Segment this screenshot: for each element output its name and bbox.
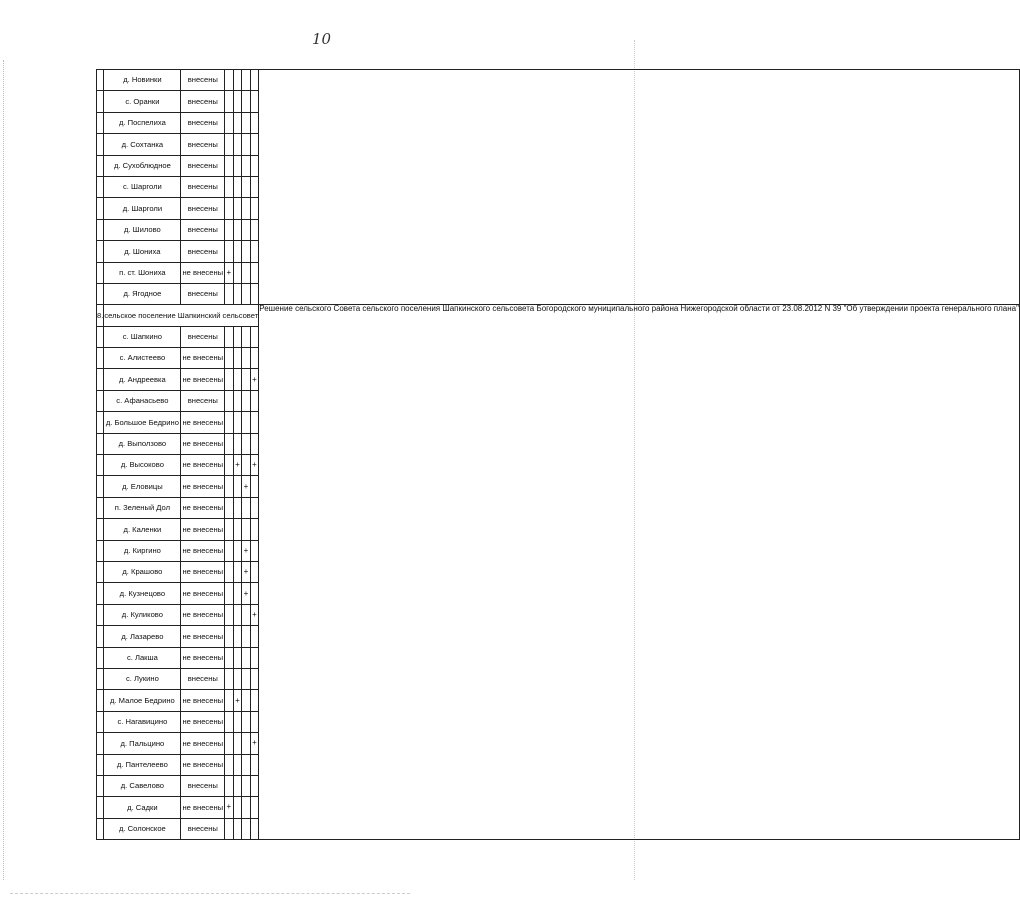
mark-cell <box>250 241 259 262</box>
row-number-cell <box>97 326 104 347</box>
locality-name: д. Шарголи <box>104 198 181 219</box>
mark-cell <box>242 176 251 197</box>
mark-cell <box>225 775 234 796</box>
row-number-cell <box>97 604 104 625</box>
row-number-cell <box>97 390 104 411</box>
mark-cell <box>250 176 259 197</box>
mark-cell <box>225 455 234 476</box>
row-number-cell <box>97 711 104 732</box>
locality-name: д. Солонское <box>104 818 181 839</box>
plus-mark: + <box>235 460 240 470</box>
row-number-cell <box>97 112 104 133</box>
row-number-cell <box>97 476 104 497</box>
plus-mark: + <box>252 609 257 619</box>
locality-name: д. Поспелиха <box>104 112 181 133</box>
changes-status: внесены <box>181 818 225 839</box>
row-number-cell <box>97 198 104 219</box>
mark-cell <box>242 647 251 668</box>
mark-cell <box>233 626 242 647</box>
mark-cell <box>250 369 259 390</box>
mark-cell <box>233 433 242 454</box>
row-number-cell <box>97 369 104 390</box>
mark-cell <box>233 561 242 582</box>
mark-cell <box>225 369 234 390</box>
mark-cell <box>250 818 259 839</box>
mark-cell <box>242 198 251 219</box>
mark-cell <box>233 519 242 540</box>
mark-cell <box>233 326 242 347</box>
mark-cell <box>225 348 234 369</box>
locality-name: д. Андреевка <box>104 369 181 390</box>
row-number-cell <box>97 155 104 176</box>
row-number-cell <box>97 690 104 711</box>
table-row <box>97 70 1020 91</box>
mark-cell <box>225 561 234 582</box>
changes-status: внесены <box>181 775 225 796</box>
mark-cell <box>242 583 251 604</box>
plus-mark: + <box>252 460 257 470</box>
changes-status: не внесены <box>181 433 225 454</box>
row-number-cell <box>97 818 104 839</box>
mark-cell <box>250 797 259 818</box>
changes-status: не внесены <box>181 476 225 497</box>
mark-cell <box>225 70 234 91</box>
locality-name: д. Сохтанка <box>104 134 181 155</box>
mark-cell <box>225 754 234 775</box>
mark-cell <box>225 797 234 818</box>
locality-name: с. Оранки <box>104 91 181 112</box>
mark-cell <box>250 476 259 497</box>
changes-status: внесены <box>181 241 225 262</box>
changes-status: внесены <box>181 155 225 176</box>
row-number-cell <box>97 412 104 433</box>
mark-cell <box>242 540 251 561</box>
changes-status: не внесены <box>181 733 225 754</box>
mark-cell <box>250 219 259 240</box>
mark-cell <box>225 690 234 711</box>
plus-mark: + <box>226 267 232 277</box>
mark-cell <box>225 519 234 540</box>
changes-status: не внесены <box>181 754 225 775</box>
mark-cell <box>250 711 259 732</box>
mark-cell <box>233 583 242 604</box>
mark-cell <box>233 711 242 732</box>
locality-name: д. Шониха <box>104 241 181 262</box>
mark-cell <box>233 390 242 411</box>
mark-cell <box>225 326 234 347</box>
mark-cell <box>225 647 234 668</box>
mark-cell <box>225 733 234 754</box>
mark-cell <box>233 241 242 262</box>
mark-cell <box>250 690 259 711</box>
changes-status: не внесены <box>181 690 225 711</box>
locality-name: д. Пальцино <box>104 733 181 754</box>
locality-name: с. Алистеево <box>104 348 181 369</box>
changes-status: внесены <box>181 176 225 197</box>
mark-cell <box>250 775 259 796</box>
changes-status: не внесены <box>181 348 225 369</box>
mark-cell <box>225 476 234 497</box>
changes-status: внесены <box>181 668 225 689</box>
locality-name: д. Малое Бедрино <box>104 690 181 711</box>
locality-name: д. Сухоблюдное <box>104 155 181 176</box>
mark-cell <box>250 112 259 133</box>
changes-status: внесены <box>181 283 225 304</box>
mark-cell <box>250 540 259 561</box>
mark-cell <box>242 369 251 390</box>
mark-cell <box>225 134 234 155</box>
mark-cell <box>242 818 251 839</box>
changes-status: не внесены <box>181 540 225 561</box>
changes-status: не внесены <box>181 711 225 732</box>
row-number-cell <box>97 348 104 369</box>
mark-cell <box>250 519 259 540</box>
mark-cell <box>225 155 234 176</box>
row-number-cell <box>97 754 104 775</box>
locality-name: п. ст. Шониха <box>104 262 181 283</box>
locality-name: д. Каленки <box>104 519 181 540</box>
row-number-cell <box>97 626 104 647</box>
mark-cell <box>225 390 234 411</box>
row-number-cell <box>97 583 104 604</box>
locality-name: с. Лукино <box>104 668 181 689</box>
mark-cell <box>233 283 242 304</box>
changes-status: не внесены <box>181 519 225 540</box>
mark-cell <box>242 775 251 796</box>
scan-edge-bottom <box>10 893 410 894</box>
mark-cell <box>242 733 251 754</box>
row-number-cell <box>97 540 104 561</box>
mark-cell <box>242 412 251 433</box>
mark-cell <box>242 711 251 732</box>
changes-status: не внесены <box>181 797 225 818</box>
mark-cell <box>250 497 259 518</box>
locality-name: д. Ягодное <box>104 283 181 304</box>
mark-cell <box>242 91 251 112</box>
row-number-cell <box>97 241 104 262</box>
mark-cell <box>233 112 242 133</box>
mark-cell <box>242 112 251 133</box>
mark-cell <box>225 626 234 647</box>
mark-cell <box>233 733 242 754</box>
settlement-header-row <box>97 305 1020 326</box>
mark-cell <box>233 70 242 91</box>
changes-status: не внесены <box>181 497 225 518</box>
plus-mark: + <box>235 695 240 705</box>
mark-cell <box>233 668 242 689</box>
row-number-cell <box>97 262 104 283</box>
locality-name: д. Садки <box>104 797 181 818</box>
changes-status: внесены <box>181 219 225 240</box>
mark-cell <box>242 155 251 176</box>
mark-cell <box>242 134 251 155</box>
mark-cell <box>242 348 251 369</box>
changes-status: не внесены <box>181 412 225 433</box>
mark-cell <box>242 561 251 582</box>
mark-cell <box>250 390 259 411</box>
mark-cell <box>233 647 242 668</box>
mark-cell <box>242 519 251 540</box>
mark-cell <box>225 668 234 689</box>
changes-status: не внесены <box>181 369 225 390</box>
row-number-cell <box>97 176 104 197</box>
mark-cell <box>225 283 234 304</box>
plus-mark: + <box>243 545 249 555</box>
mark-cell <box>233 412 242 433</box>
mark-cell <box>225 241 234 262</box>
mark-cell <box>250 262 259 283</box>
mark-cell <box>225 262 234 283</box>
mark-cell <box>233 134 242 155</box>
row-number-cell <box>97 647 104 668</box>
document-reference-cell <box>259 70 1020 305</box>
locality-name: д. Крашово <box>104 561 181 582</box>
mark-cell <box>250 647 259 668</box>
mark-cell <box>250 283 259 304</box>
document-reference-text: Решение сельского Совета сельского поселения Шапкинского сельсовета Богородского муниципального района Нижегородской области от 23.08.2012 N 39 "Об утверждении проекта генерального плана" <box>259 304 1019 314</box>
mark-cell <box>225 176 234 197</box>
mark-cell <box>225 112 234 133</box>
row-number-cell <box>97 775 104 796</box>
locality-name: д. Новинки <box>104 70 181 91</box>
locality-name: д. Выползово <box>104 433 181 454</box>
mark-cell <box>233 775 242 796</box>
locality-name: с. Шарголи <box>104 176 181 197</box>
mark-cell <box>250 754 259 775</box>
mark-cell <box>250 433 259 454</box>
mark-cell <box>225 711 234 732</box>
mark-cell <box>250 583 259 604</box>
mark-cell <box>225 433 234 454</box>
mark-cell <box>250 604 259 625</box>
mark-cell <box>242 797 251 818</box>
row-number-cell <box>97 519 104 540</box>
mark-cell <box>225 219 234 240</box>
plus-mark: + <box>243 588 249 598</box>
row-number-cell <box>97 497 104 518</box>
mark-cell <box>233 476 242 497</box>
row-number-cell <box>97 219 104 240</box>
mark-cell <box>233 497 242 518</box>
mark-cell <box>250 134 259 155</box>
scan-edge-left <box>3 60 4 880</box>
mark-cell <box>225 412 234 433</box>
settlement-number: 8. <box>97 305 104 326</box>
mark-cell <box>250 412 259 433</box>
row-number-cell <box>97 561 104 582</box>
plus-mark: + <box>252 738 257 748</box>
mark-cell <box>242 283 251 304</box>
mark-cell <box>233 176 242 197</box>
changes-status: внесены <box>181 91 225 112</box>
changes-status: не внесены <box>181 647 225 668</box>
locality-name: д. Кузнецово <box>104 583 181 604</box>
mark-cell <box>242 241 251 262</box>
mark-cell <box>233 540 242 561</box>
row-number-cell <box>97 797 104 818</box>
settlements-table <box>96 69 1020 840</box>
mark-cell <box>225 604 234 625</box>
mark-cell <box>233 604 242 625</box>
mark-cell <box>242 604 251 625</box>
locality-name: д. Пантелеево <box>104 754 181 775</box>
mark-cell <box>225 583 234 604</box>
mark-cell <box>242 326 251 347</box>
settlement-name: сельское поселение Шапкинский сельсовет <box>104 305 259 326</box>
plus-mark: + <box>243 481 249 491</box>
mark-cell <box>250 198 259 219</box>
locality-name: с. Афанасьево <box>104 390 181 411</box>
locality-name: д. Еловицы <box>104 476 181 497</box>
mark-cell <box>250 733 259 754</box>
mark-cell <box>233 198 242 219</box>
locality-name: д. Большое Бедрино <box>104 412 181 433</box>
mark-cell <box>225 497 234 518</box>
row-number-cell <box>97 668 104 689</box>
mark-cell <box>225 198 234 219</box>
changes-status: не внесены <box>181 626 225 647</box>
mark-cell <box>233 754 242 775</box>
locality-name: д. Киргино <box>104 540 181 561</box>
changes-status: внесены <box>181 112 225 133</box>
row-number-cell <box>97 70 104 91</box>
row-number-cell <box>97 283 104 304</box>
mark-cell <box>242 497 251 518</box>
mark-cell <box>233 348 242 369</box>
locality-name: д. Савелово <box>104 775 181 796</box>
locality-name: с. Лакша <box>104 647 181 668</box>
mark-cell <box>225 818 234 839</box>
changes-status: не внесены <box>181 604 225 625</box>
mark-cell <box>242 262 251 283</box>
mark-cell <box>233 91 242 112</box>
mark-cell <box>225 540 234 561</box>
mark-cell <box>250 561 259 582</box>
changes-status: внесены <box>181 326 225 347</box>
changes-status: внесены <box>181 390 225 411</box>
mark-cell <box>250 70 259 91</box>
row-number-cell <box>97 91 104 112</box>
mark-cell <box>250 348 259 369</box>
mark-cell <box>250 626 259 647</box>
mark-cell <box>250 668 259 689</box>
changes-status: внесены <box>181 70 225 91</box>
mark-cell <box>242 476 251 497</box>
mark-cell <box>233 219 242 240</box>
changes-status: внесены <box>181 134 225 155</box>
mark-cell <box>250 91 259 112</box>
mark-cell <box>233 690 242 711</box>
row-number-cell <box>97 733 104 754</box>
changes-status: не внесены <box>181 262 225 283</box>
mark-cell <box>250 326 259 347</box>
mark-cell <box>233 155 242 176</box>
plus-mark: + <box>252 374 257 384</box>
locality-name: д. Куликово <box>104 604 181 625</box>
locality-name: д. Шилово <box>104 219 181 240</box>
mark-cell <box>242 433 251 454</box>
row-number-cell <box>97 455 104 476</box>
mark-cell <box>242 455 251 476</box>
plus-mark: + <box>226 802 232 812</box>
changes-status: внесены <box>181 198 225 219</box>
locality-name: д. Высоково <box>104 455 181 476</box>
mark-cell <box>225 91 234 112</box>
mark-cell <box>250 455 259 476</box>
mark-cell <box>233 797 242 818</box>
mark-cell <box>242 390 251 411</box>
mark-cell <box>242 754 251 775</box>
mark-cell <box>242 70 251 91</box>
mark-cell <box>233 262 242 283</box>
locality-name: с. Нагавицино <box>104 711 181 732</box>
document-reference-cell <box>259 305 1020 840</box>
mark-cell <box>242 690 251 711</box>
row-number-cell <box>97 433 104 454</box>
mark-cell <box>233 369 242 390</box>
locality-name: д. Лазарево <box>104 626 181 647</box>
changes-status: не внесены <box>181 455 225 476</box>
row-number-cell <box>97 134 104 155</box>
plus-mark: + <box>243 567 249 577</box>
page-number: 10 <box>312 30 332 48</box>
mark-cell <box>242 626 251 647</box>
locality-name: п. Зеленый Дол <box>104 497 181 518</box>
mark-cell <box>233 818 242 839</box>
locality-name: с. Шапкино <box>104 326 181 347</box>
mark-cell <box>250 155 259 176</box>
mark-cell <box>233 455 242 476</box>
mark-cell <box>242 668 251 689</box>
changes-status: не внесены <box>181 561 225 582</box>
mark-cell <box>242 219 251 240</box>
changes-status: не внесены <box>181 583 225 604</box>
